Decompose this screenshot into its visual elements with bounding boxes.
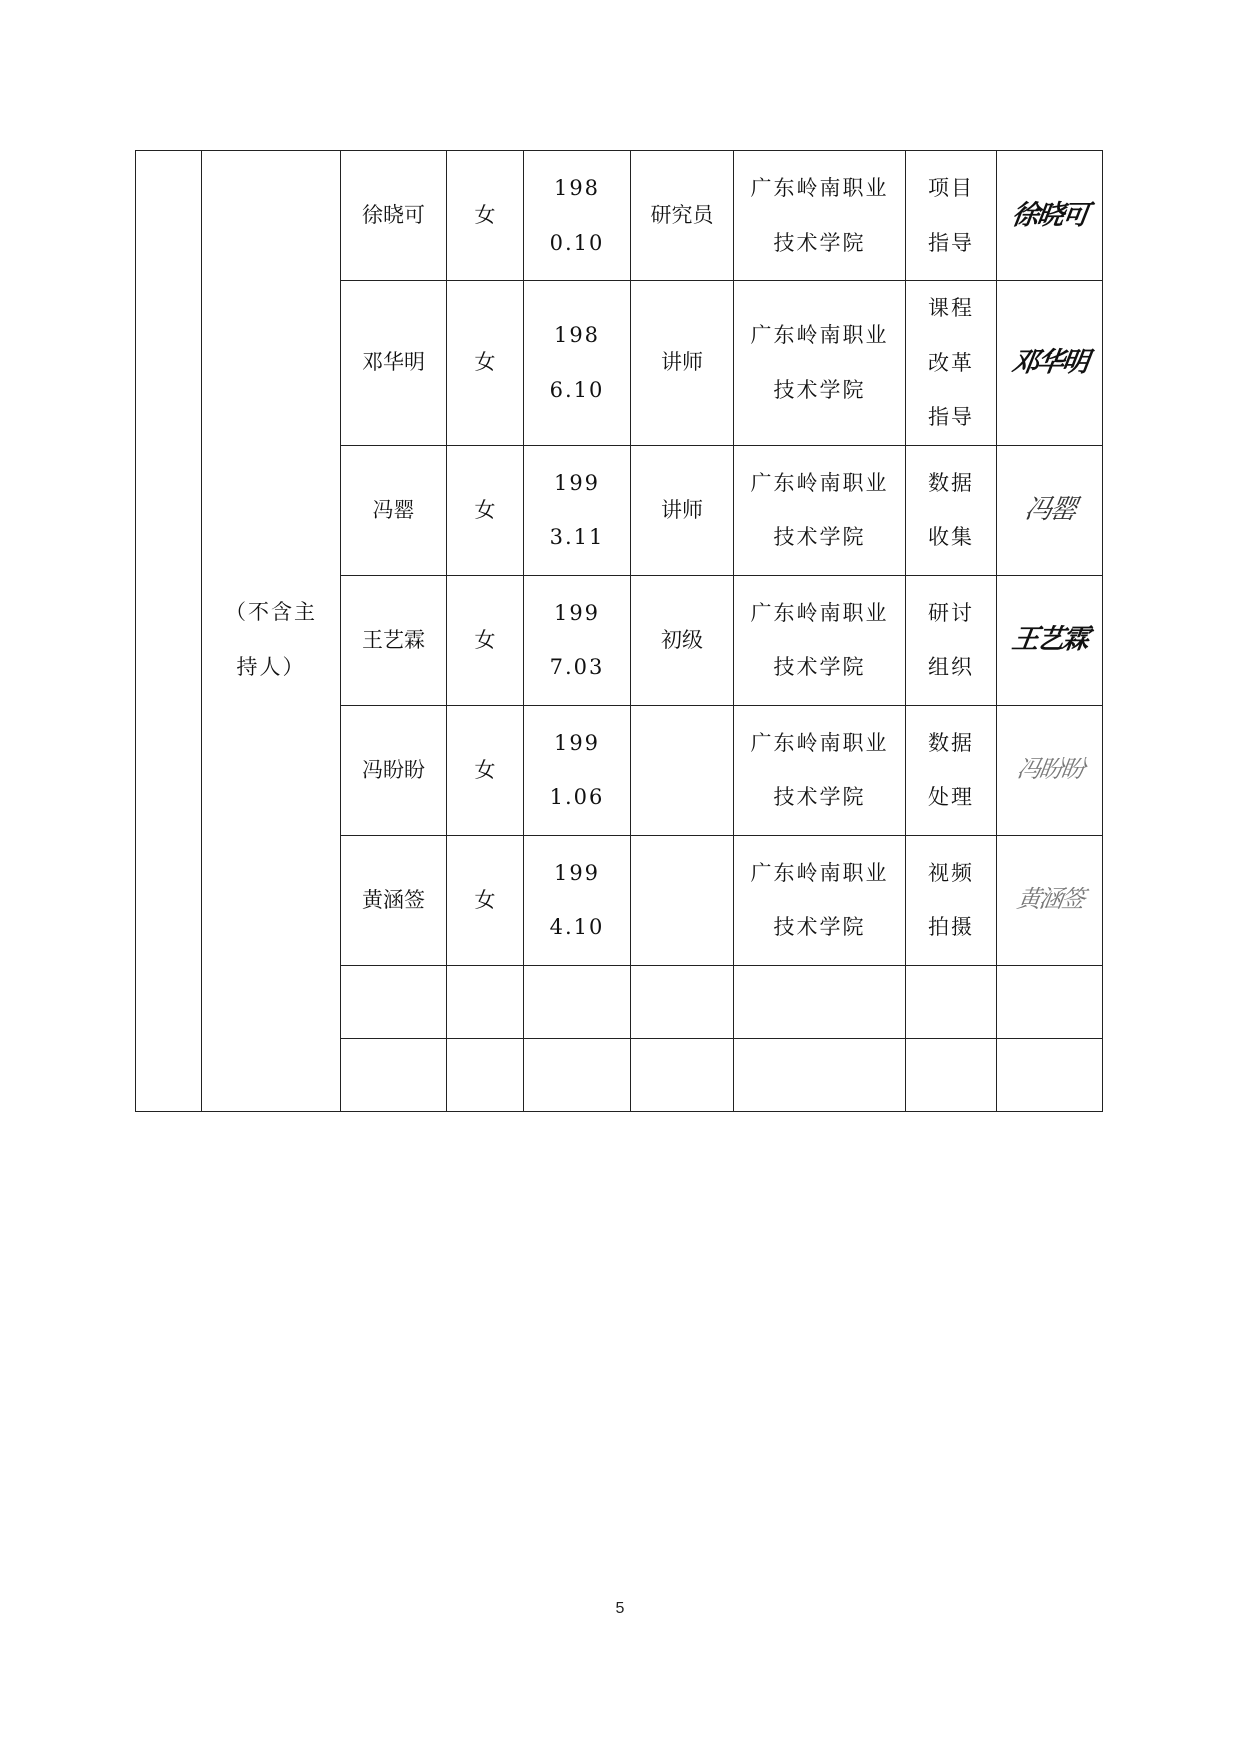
member-task-cell xyxy=(906,705,997,835)
member-unit: 广东岭南职业技术学院 xyxy=(750,730,889,810)
empty-cell xyxy=(447,965,524,1038)
signature: 黄涵签 xyxy=(1014,885,1085,914)
empty-cell xyxy=(906,965,997,1038)
empty-cell xyxy=(997,965,1103,1038)
member-unit: 广东岭南职业技术学院 xyxy=(750,860,889,940)
member-gender: 女 xyxy=(447,281,524,446)
empty-cell xyxy=(341,1038,447,1111)
member-birth: 1994.10 xyxy=(549,860,605,940)
member-task-cell xyxy=(906,445,997,575)
empty-cell xyxy=(524,1038,631,1111)
member-unit-cell xyxy=(734,835,906,965)
member-name: 黄涵签 xyxy=(341,835,447,965)
member-name: 邓华明 xyxy=(341,281,447,446)
member-unit: 广东岭南职业技术学院 xyxy=(750,175,889,255)
member-task-cell xyxy=(906,281,997,446)
signature-cell xyxy=(997,835,1103,965)
member-gender: 女 xyxy=(447,445,524,575)
empty-cell xyxy=(341,965,447,1038)
empty-cell xyxy=(524,965,631,1038)
member-title: 初级 xyxy=(631,575,734,705)
page-number: 5 xyxy=(615,1600,625,1617)
member-unit: 广东岭南职业技术学院 xyxy=(750,323,889,402)
member-birth-cell xyxy=(524,705,631,835)
empty-cell xyxy=(997,1038,1103,1111)
signature-cell xyxy=(997,575,1103,705)
member-task: 数据处理 xyxy=(928,730,974,810)
signature: 徐晓可 xyxy=(1009,199,1090,231)
member-name: 徐晓可 xyxy=(341,151,447,281)
member-name: 王艺霖 xyxy=(341,575,447,705)
signature: 冯盼盼 xyxy=(1014,755,1085,784)
member-birth: 1980.10 xyxy=(549,175,605,255)
table-row xyxy=(136,151,1103,281)
empty-cell xyxy=(734,965,906,1038)
signature-cell xyxy=(997,705,1103,835)
member-name: 冯盼盼 xyxy=(341,705,447,835)
member-unit-cell xyxy=(734,575,906,705)
member-task: 研讨组织 xyxy=(928,600,974,680)
signature: 冯罂 xyxy=(1022,494,1077,526)
section-cell xyxy=(136,151,202,1112)
member-birth-cell xyxy=(524,151,631,281)
member-unit-cell xyxy=(734,151,906,281)
empty-cell xyxy=(631,1038,734,1111)
member-gender: 女 xyxy=(447,575,524,705)
member-title: 讲师 xyxy=(631,445,734,575)
empty-cell xyxy=(447,1038,524,1111)
signature: 邓华明 xyxy=(1009,346,1090,378)
signature-cell xyxy=(997,445,1103,575)
member-task: 数据收集 xyxy=(928,470,974,550)
member-task-cell xyxy=(906,151,997,281)
member-gender: 女 xyxy=(447,835,524,965)
empty-cell xyxy=(906,1038,997,1111)
member-task-cell xyxy=(906,835,997,965)
member-name: 冯罂 xyxy=(341,445,447,575)
member-birth: 1993.11 xyxy=(549,470,605,550)
member-title: 讲师 xyxy=(631,281,734,446)
member-unit-cell xyxy=(734,445,906,575)
member-task: 课程改革指导 xyxy=(928,296,974,430)
member-birth: 1991.06 xyxy=(549,730,605,810)
group-label: （不含主持人） xyxy=(225,600,317,679)
member-title xyxy=(631,705,734,835)
empty-cell xyxy=(734,1038,906,1111)
member-gender: 女 xyxy=(447,151,524,281)
member-birth-cell xyxy=(524,445,631,575)
member-birth-cell xyxy=(524,575,631,705)
member-task: 视频拍摄 xyxy=(928,860,974,940)
member-unit-cell xyxy=(734,281,906,446)
signature: 王艺霖 xyxy=(1009,624,1090,656)
member-title xyxy=(631,835,734,965)
member-gender: 女 xyxy=(447,705,524,835)
group-label-cell xyxy=(202,151,341,1112)
member-title: 研究员 xyxy=(631,151,734,281)
member-task: 项目指导 xyxy=(928,175,974,255)
member-task-cell xyxy=(906,575,997,705)
member-birth: 1997.03 xyxy=(549,600,605,680)
signature-cell xyxy=(997,151,1103,281)
member-unit-cell xyxy=(734,705,906,835)
empty-cell xyxy=(631,965,734,1038)
member-birth-cell xyxy=(524,835,631,965)
signature-cell xyxy=(997,281,1103,446)
members-table xyxy=(135,150,1103,1112)
member-birth: 1986.10 xyxy=(549,323,605,402)
member-unit: 广东岭南职业技术学院 xyxy=(750,600,889,680)
member-birth-cell xyxy=(524,281,631,446)
member-unit: 广东岭南职业技术学院 xyxy=(750,470,889,550)
